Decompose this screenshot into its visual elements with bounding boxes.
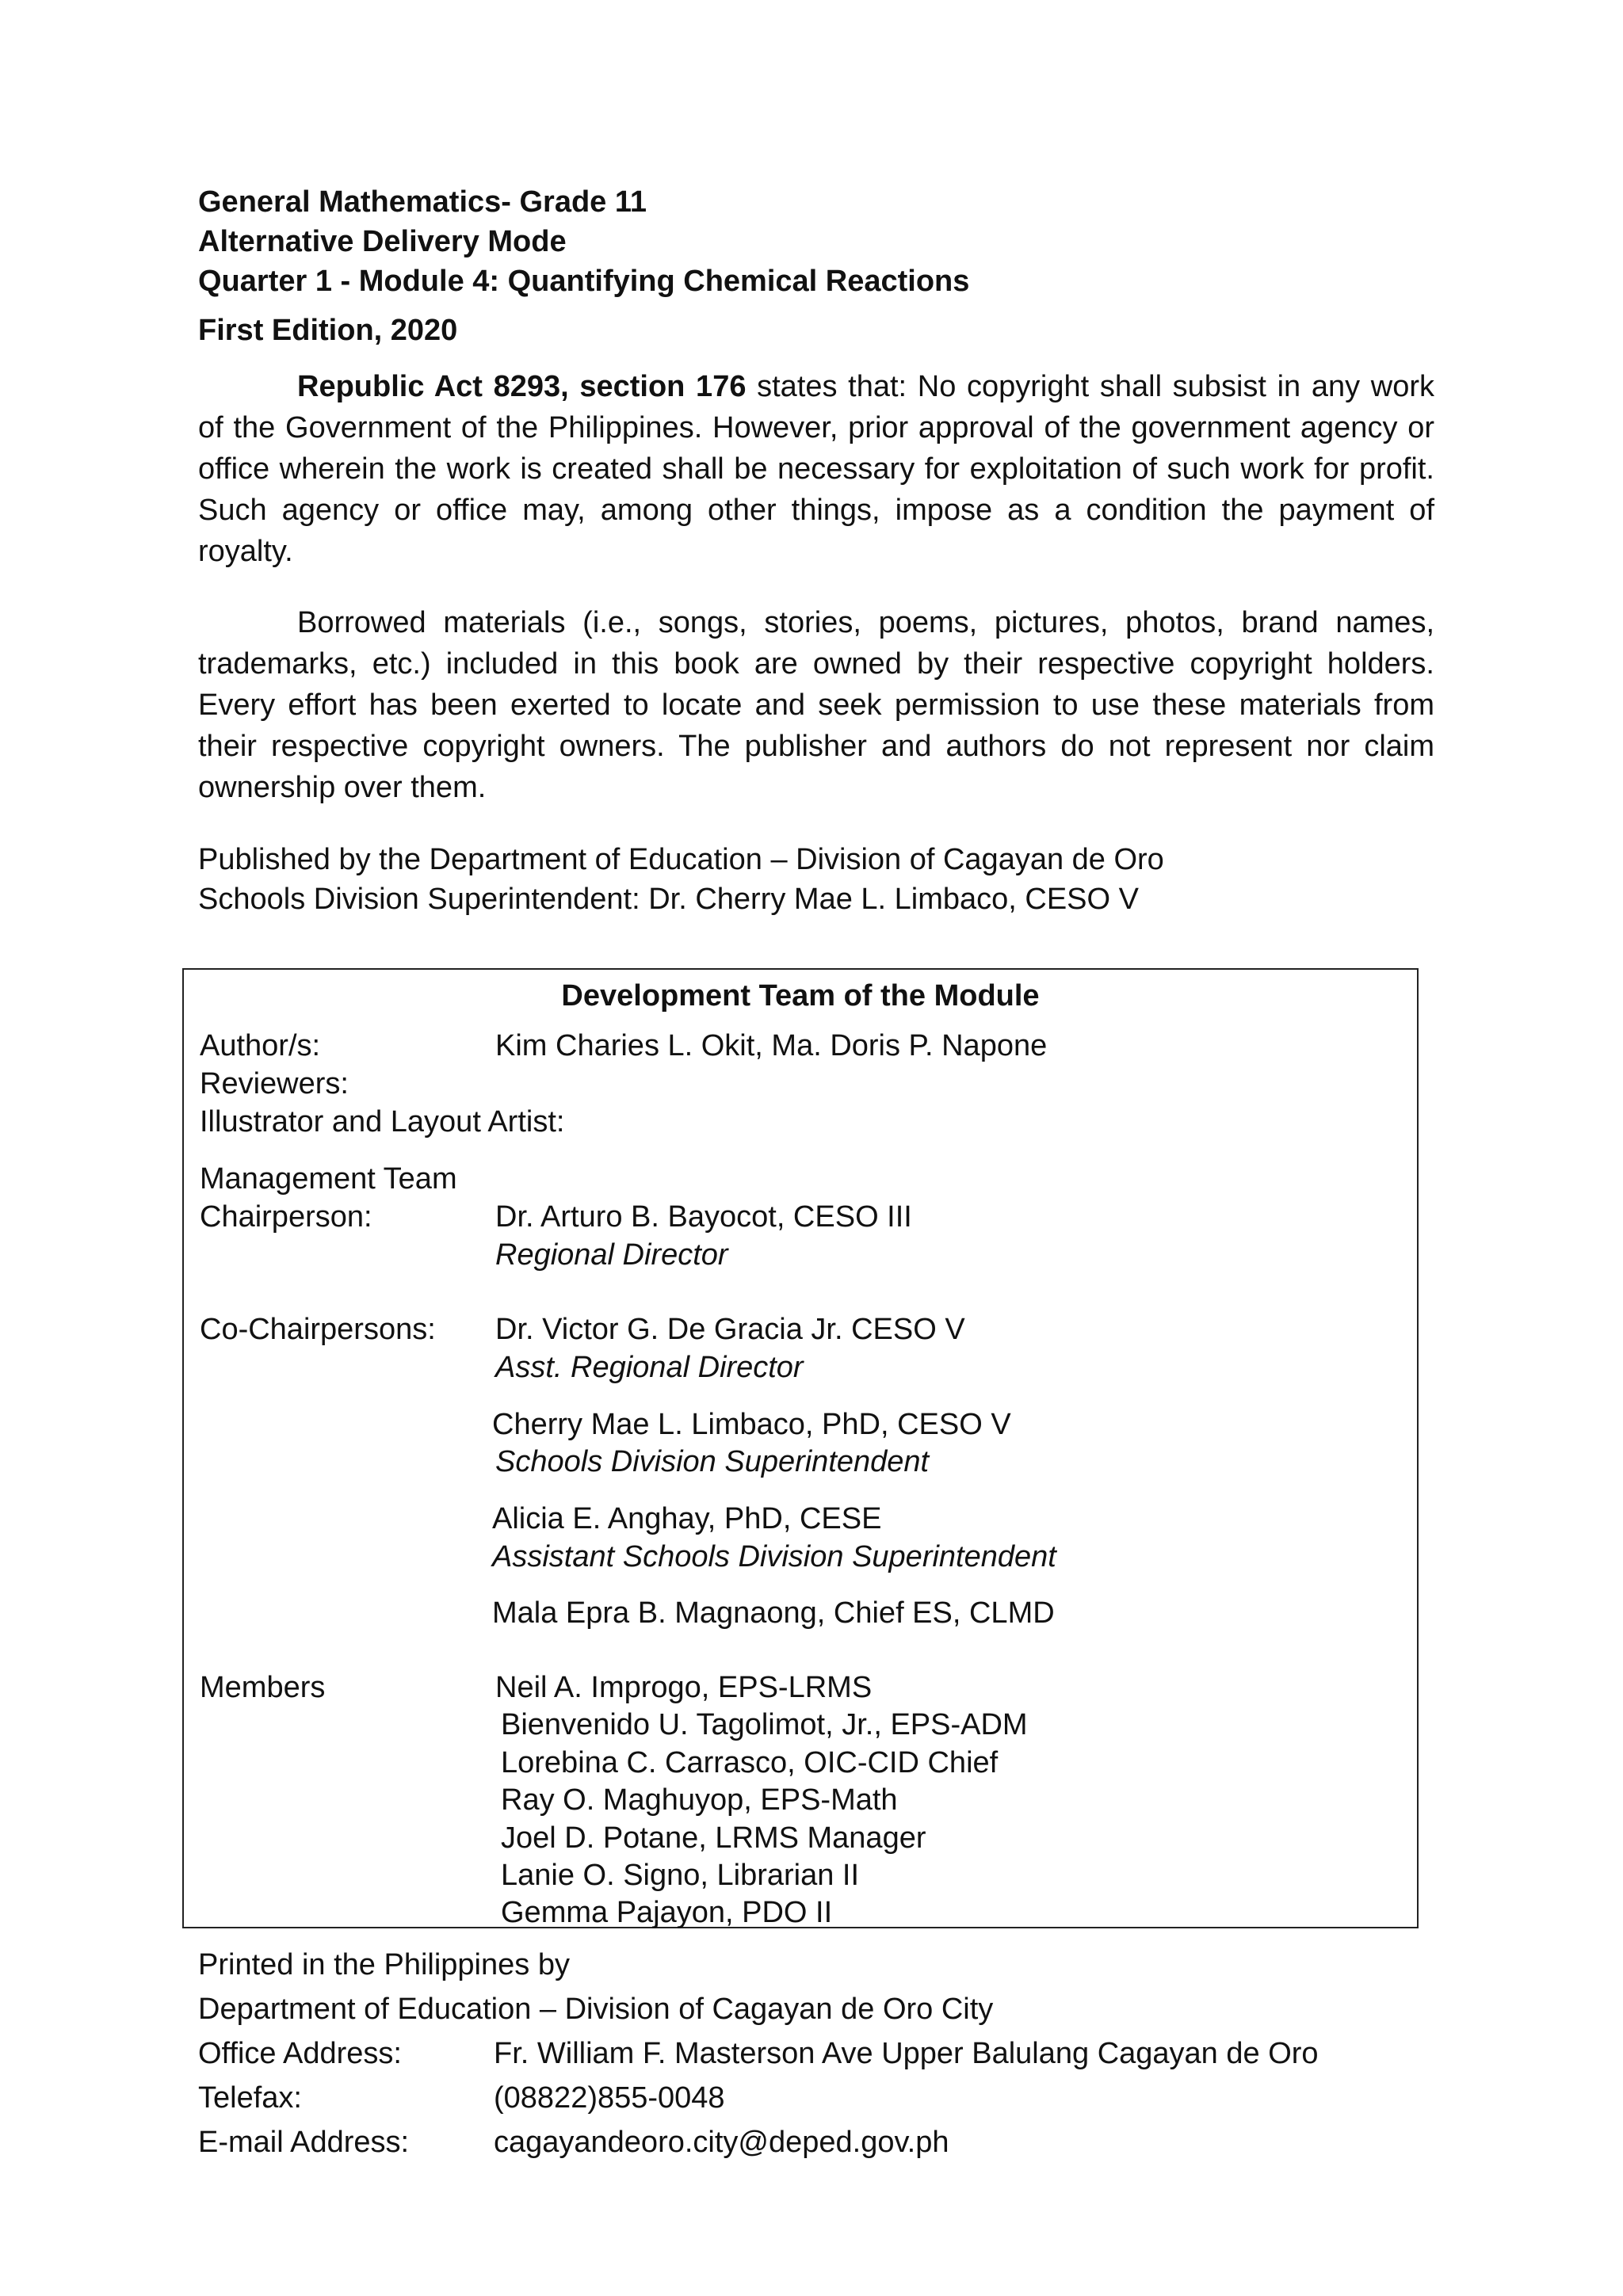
members-label: Members: [200, 1671, 326, 1704]
co-chair-4-name: Mala Epra B. Magnaong, Chief ES, CLMD: [492, 1596, 1055, 1630]
copyright-notice-text: states that: No copyright shall subsist in any work of the Government of the Philippines. However, prior approval of the government agency or office wherein the work is created shall be necessary for exploitation of such work for profit. Such agency or office may, among other things, impose as a condition the payment of royalty.: [198, 370, 1435, 568]
co-chair-1-name: Dr. Victor G. De Gracia Jr. CESO V: [495, 1313, 965, 1346]
team-title: Development Team of the Module: [561, 979, 1040, 1013]
member-item: Bienvenido U. Tagolimot, Jr., EPS-ADM: [501, 1708, 1028, 1741]
co-chairpersons-label: Co-Chairpersons:: [200, 1313, 436, 1346]
superintendent: Schools Division Superintendent: Dr. Cherry Mae L. Limbaco, CESO V: [198, 883, 1139, 916]
member-item: Ray O. Maghuyop, EPS-Math: [501, 1783, 898, 1817]
co-chair-3-title: Assistant Schools Division Superintendent: [492, 1540, 1056, 1573]
edition: First Edition, 2020: [198, 314, 458, 347]
published-by: Published by the Department of Education – Division of Cagayan de Oro: [198, 843, 1164, 876]
member-item: Neil A. Improgo, EPS-LRMS: [495, 1671, 873, 1704]
chairperson-name: Dr. Arturo B. Bayocot, CESO III: [495, 1200, 912, 1234]
office-address-value: Fr. William F. Masterson Ave Upper Balulang Cagayan de Oro: [494, 2037, 1319, 2070]
member-item: Joel D. Potane, LRMS Manager: [501, 1821, 926, 1855]
authors-value: Kim Charies L. Okit, Ma. Doris P. Napone: [495, 1029, 1048, 1062]
delivery-mode: Alternative Delivery Mode: [198, 225, 567, 258]
management-team-label: Management Team: [200, 1162, 457, 1196]
co-chair-2-name: Cherry Mae L. Limbaco, PhD, CESO V: [492, 1408, 1011, 1441]
telefax-value: (08822)855-0048: [494, 2081, 725, 2115]
borrowed-materials-notice: Borrowed materials (i.e., songs, stories, poems, pictures, photos, brand names, trademarks, etc.) included in this book are owned by their respective copyright holders. Every effort has been exerted to locate and seek permission to use these materials from their respective copyright owners. The publisher and authors do not represent nor claim ownership over them.: [198, 606, 1434, 804]
office-address-label: Office Address:: [198, 2037, 402, 2070]
reviewers-label: Reviewers:: [200, 1067, 349, 1100]
copyright-notice: [198, 366, 1434, 572]
member-item: Gemma Pajayon, PDO II: [501, 1896, 833, 1929]
authors-label: Author/s:: [200, 1029, 321, 1062]
publisher-info: [198, 840, 1434, 919]
telefax-label: Telefax:: [198, 2081, 302, 2115]
development-team-box: [182, 968, 1419, 1928]
chairperson-title: Regional Director: [495, 1238, 728, 1272]
member-item: Lanie O. Signo, Librarian II: [501, 1859, 860, 1892]
illustrator-label: Illustrator and Layout Artist:: [200, 1105, 565, 1138]
module-title: Quarter 1 - Module 4: Quantifying Chemical Reactions: [198, 265, 970, 298]
member-item: Lorebina C. Carrasco, OIC-CID Chief: [501, 1746, 999, 1779]
co-chair-2-title: Schools Division Superintendent: [495, 1445, 930, 1478]
co-chair-3-name: Alicia E. Anghay, PhD, CESE: [492, 1502, 882, 1535]
email-value: cagayandeoro.city@deped.gov.ph: [494, 2126, 949, 2159]
email-label: E-mail Address:: [198, 2126, 410, 2159]
copyright-page: [198, 182, 1434, 919]
chairperson-label: Chairperson:: [200, 1200, 372, 1234]
book-title: General Mathematics- Grade 11: [198, 185, 647, 219]
co-chair-1-title: Asst. Regional Director: [495, 1351, 804, 1384]
republic-act-reference: Republic Act 8293, section 176: [297, 370, 747, 403]
